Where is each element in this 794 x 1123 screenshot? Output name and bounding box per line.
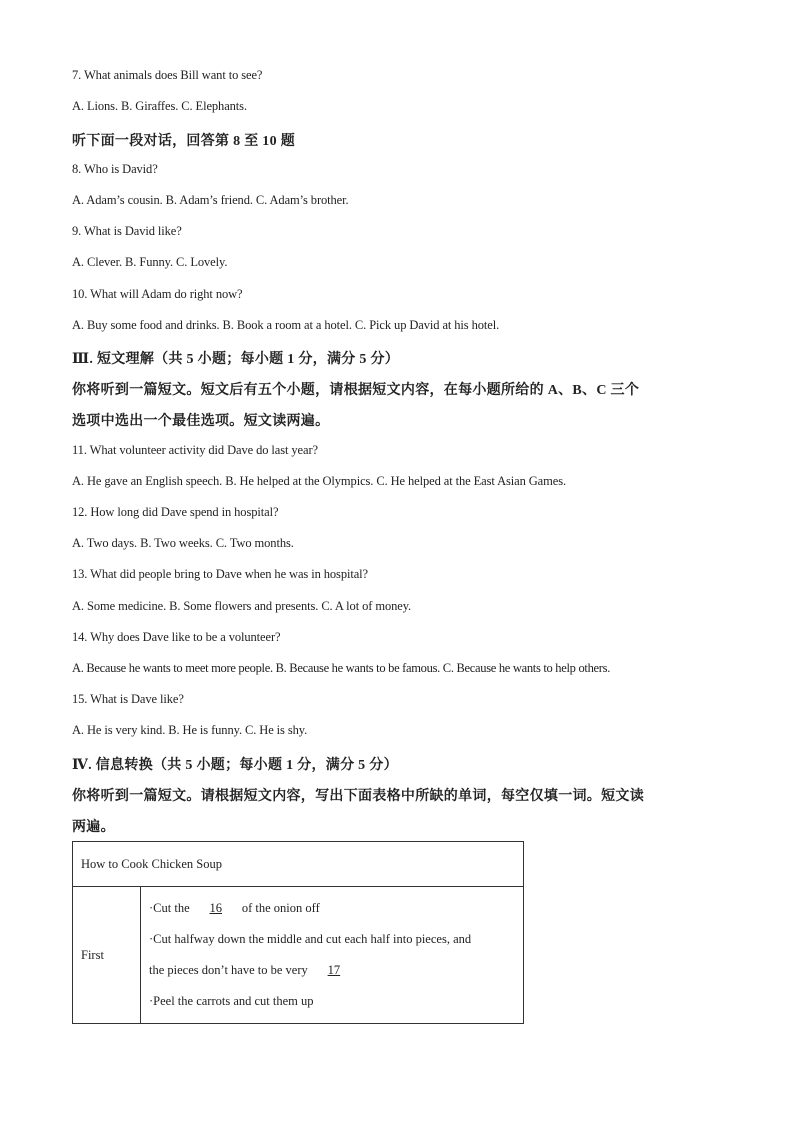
question-12-text: 12. How long did Dave spend in hospital?: [72, 505, 279, 519]
question-15-options: A. He is very kind. B. He is funny. C. He is shy.: [72, 723, 308, 737]
question-9-options: A. Clever. B. Funny. C. Lovely.: [72, 255, 228, 269]
question-7-options: A. Lions. B. Giraffes. C. Elephants.: [72, 99, 247, 113]
question-11-text: 11. What volunteer activity did Dave do last year?: [72, 443, 318, 457]
step-2-line1: ·Cut halfway down the middle and cut each half into pieces, and: [149, 932, 472, 946]
question-13-text: 13. What did people bring to Dave when he was in hospital?: [72, 567, 368, 581]
question-14-text: 14. Why does Dave like to be a volunteer?: [72, 630, 281, 644]
table-caption: How to Cook Chicken Soup: [73, 842, 524, 887]
question-15-text: 15. What is Dave like?: [72, 692, 184, 706]
question-10-text: 10. What will Adam do right now?: [72, 287, 243, 301]
question-9-text: 9. What is David like?: [72, 224, 182, 238]
part4-instruction-line2: 两遍。: [72, 820, 115, 835]
question-11-options: A. He gave an English speech. B. He helped at the Olympics. C. He helped at the East Asian Games.: [72, 474, 566, 488]
part4-instruction-line1: 你将听到一篇短文。请根据短文内容，写出下面表格中所缺的单词，每空仅填一词。短文读: [72, 789, 644, 804]
step-2-pre: the pieces don’t have to be very: [149, 963, 308, 977]
step-2-line2: [149, 955, 515, 986]
part4-heading: Ⅳ. 信息转换（共 5 小题；每小题 1 分，满分 5 分）: [72, 758, 398, 773]
part3-instruction-line2: 选项中选出一个最佳选项。短文读两遍。: [72, 414, 330, 429]
part3-instruction-line1: 你将听到一篇短文。短文后有五个小题，请根据短文内容，在每小题所给的 A、B、C 三个: [72, 383, 640, 398]
info-table: [72, 841, 524, 1024]
step-1-pre: ·Cut the: [149, 901, 190, 915]
step-1-post: of the onion off: [241, 901, 320, 915]
blank-17[interactable]: 17: [327, 963, 341, 977]
step-1: [149, 893, 515, 924]
question-12-options: A. Two days. B. Two weeks. C. Two months.: [72, 536, 294, 550]
blank-16[interactable]: 16: [209, 901, 222, 915]
part3-heading: Ⅲ. 短文理解（共 5 小题；每小题 1 分，满分 5 分）: [72, 352, 400, 367]
section-heading-dialog: 听下面一段对话，回答第 8 至 10 题: [72, 134, 295, 149]
question-7-text: 7. What animals does Bill want to see?: [72, 68, 263, 82]
question-14-options: A. Because he wants to meet more people. B. Because he wants to be famous. C. Because he wants to help others.: [72, 661, 611, 675]
question-8-options: A. Adam’s cousin. B. Adam’s friend. C. Adam’s brother.: [72, 193, 349, 207]
question-13-options: A. Some medicine. B. Some flowers and presents. C. A lot of money.: [72, 599, 412, 613]
step-3: ·Peel the carrots and cut them up: [149, 994, 314, 1008]
table-row-label: First: [73, 887, 141, 1024]
question-10-options: A. Buy some food and drinks. B. Book a room at a hotel. C. Pick up David at his hotel.: [72, 318, 500, 332]
question-8-text: 8. Who is David?: [72, 162, 158, 176]
table-steps-cell: [141, 887, 524, 1024]
